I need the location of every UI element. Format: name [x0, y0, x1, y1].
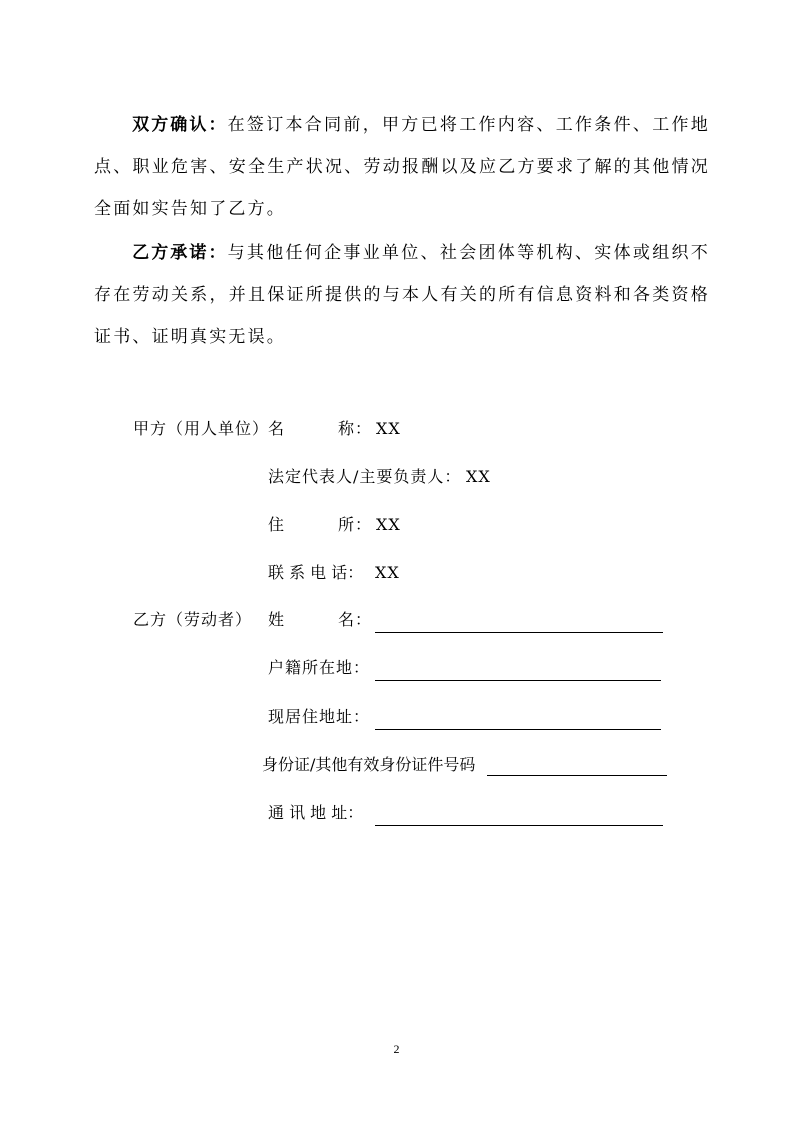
page-number: 2	[393, 1042, 400, 1056]
party-a-title: 甲方（用人单位）	[133, 419, 270, 438]
party-b-name-label-2: 名：	[338, 610, 373, 629]
party-b-title: 乙方（劳动者）	[133, 610, 253, 629]
party-b-promise-label: 乙方承诺：	[132, 243, 228, 263]
party-b-mail-blank[interactable]	[375, 825, 663, 826]
party-a-address-value: XX	[376, 515, 401, 534]
party-a-phone-label: 联 系 电 话：	[268, 563, 364, 582]
party-b-name-label-1: 姓	[268, 610, 286, 629]
party-a-phone-value: XX	[375, 563, 400, 582]
party-b-id-blank[interactable]	[487, 775, 667, 776]
party-b-residence-label: 现居住地址：	[268, 707, 371, 726]
party-a-rep-label: 法定代表人/主要负责人：	[268, 467, 462, 486]
party-a-name-label-2: 称：	[338, 419, 373, 438]
party-b-residence-blank[interactable]	[375, 729, 661, 730]
party-a-name-value: XX	[376, 419, 401, 438]
party-b-name-blank[interactable]	[375, 632, 663, 633]
party-a-rep-value: XX	[466, 467, 491, 486]
party-b-hukou-label: 户籍所在地：	[268, 658, 371, 677]
party-a-address-label-2: 所：	[338, 515, 373, 534]
party-a-name-label-1: 名	[268, 419, 286, 438]
party-b-mail-label: 通 讯 地 址：	[268, 803, 364, 822]
mutual-confirmation-label: 双方确认：	[132, 115, 228, 135]
party-a-address-label-1: 住	[268, 515, 286, 534]
mutual-confirmation-paragraph	[94, 104, 710, 230]
mutual-confirmation-text: 在签订本合同前，甲方已将工作内容、工作条件、工作地点、职业危害、安全生产状况、劳动报酬以及应乙方要求了解的其他情况全面如实告知了乙方。	[94, 115, 711, 219]
party-b-id-label: 身份证/其他有效身份证件号码	[262, 755, 476, 774]
party-b-hukou-blank[interactable]	[375, 680, 661, 681]
party-b-promise-paragraph	[94, 232, 710, 358]
party-b-promise-text: 与其他任何企事业单位、社会团体等机构、实体或组织不存在劳动关系，并且保证所提供的与本人有关的所有信息资料和各类资格证书、证明真实无误。	[94, 243, 711, 347]
